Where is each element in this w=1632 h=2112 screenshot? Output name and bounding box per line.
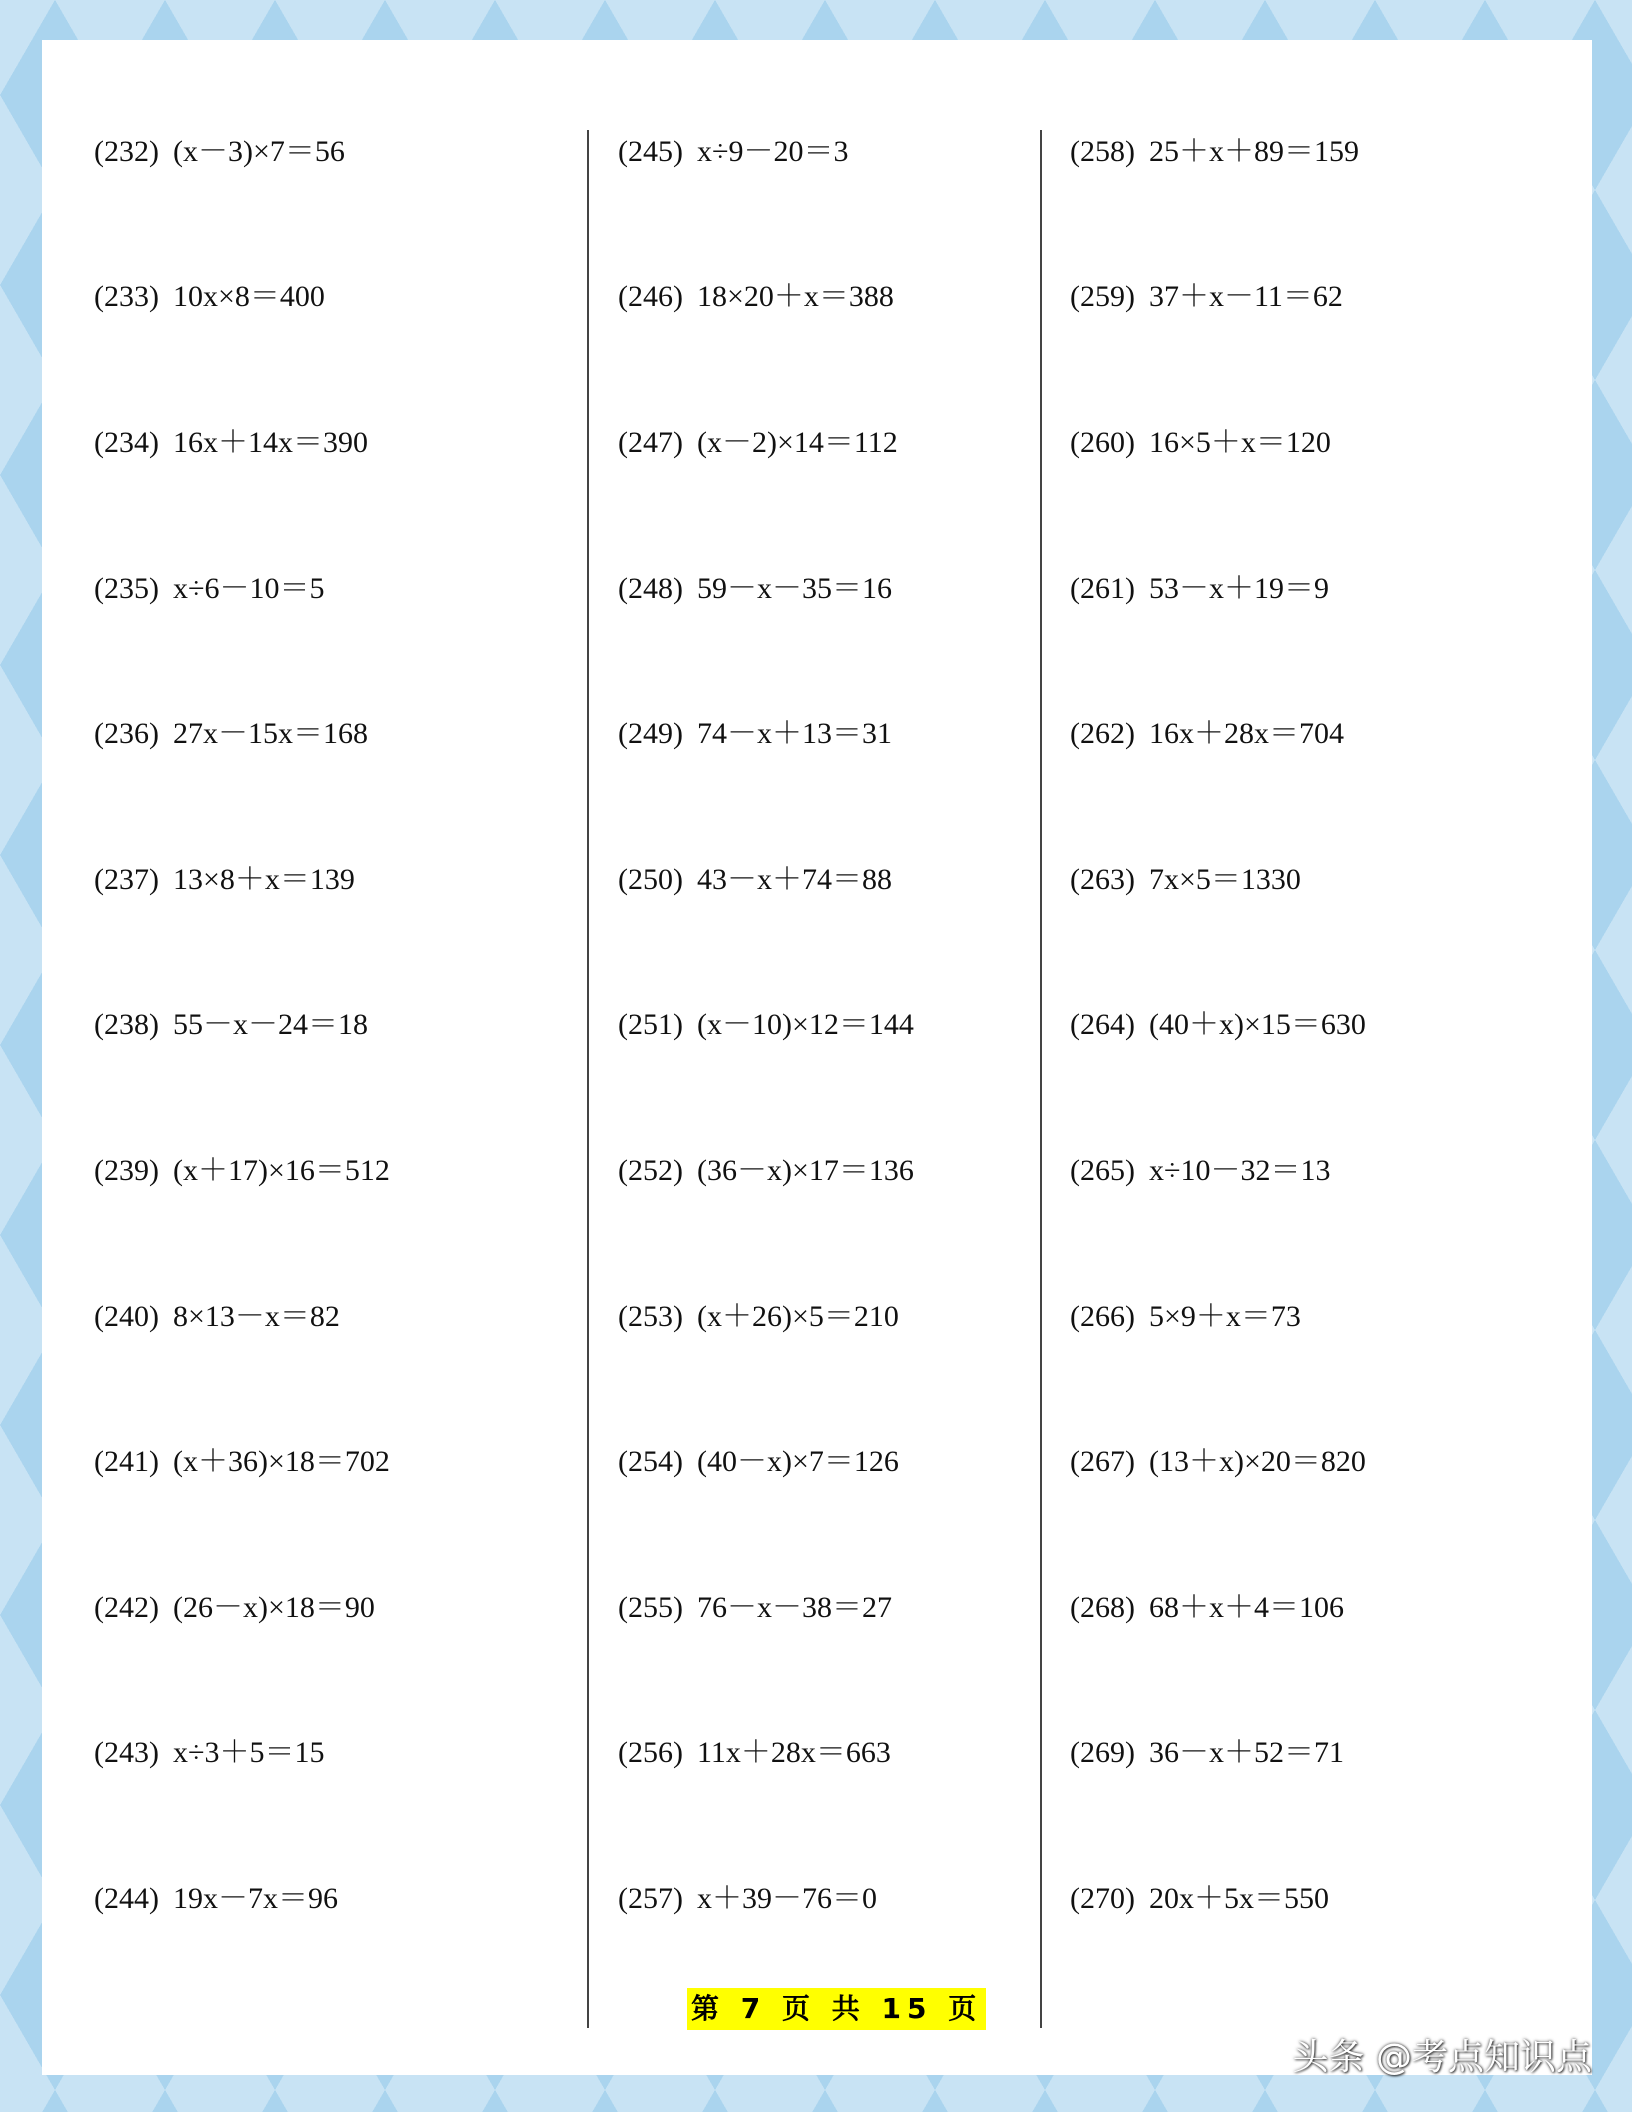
problem-item [94, 1005, 368, 1045]
problem-item [1070, 1733, 1344, 1773]
column-divider [1040, 130, 1042, 2028]
problem-number: (233) [94, 280, 159, 313]
problem-number: (269) [1070, 1736, 1135, 1769]
problem-number: (254) [618, 1445, 683, 1478]
column-divider [587, 130, 589, 2028]
problem-equation: 59－x－35＝16 [696, 572, 892, 605]
problem-equation: 7x×5＝1330 [1148, 863, 1301, 896]
problem-item [618, 423, 898, 463]
problem-number: (241) [94, 1445, 159, 1478]
problem-equation: (x＋17)×16＝512 [172, 1154, 390, 1187]
problem-equation: (x＋26)×5＝210 [696, 1300, 899, 1333]
problem-item [1070, 277, 1343, 317]
problem-number: (252) [618, 1154, 683, 1187]
problem-item [94, 714, 368, 754]
page-number-footer: 第 7 页 共 15 页 [687, 1988, 986, 2030]
problem-number: (245) [618, 135, 683, 168]
problem-number: (268) [1070, 1591, 1135, 1624]
problem-number: (246) [618, 280, 683, 313]
problem-equation: (40＋x)×15＝630 [1148, 1008, 1366, 1041]
problem-item [94, 1733, 324, 1773]
problem-number: (242) [94, 1591, 159, 1624]
problem-item [618, 1442, 899, 1482]
problem-item [618, 277, 894, 317]
problem-equation: 20x＋5x＝550 [1148, 1882, 1329, 1915]
problem-item [1070, 423, 1331, 463]
problem-equation: (x－2)×14＝112 [696, 426, 898, 459]
problem-equation: (x－10)×12＝144 [696, 1008, 914, 1041]
problem-item [94, 423, 368, 463]
problem-item [94, 1879, 338, 1919]
problem-item [618, 1588, 892, 1628]
problem-equation: (13＋x)×20＝820 [1148, 1445, 1366, 1478]
problem-number: (255) [618, 1591, 683, 1624]
problem-number: (253) [618, 1300, 683, 1333]
problem-number: (247) [618, 426, 683, 459]
problem-number: (251) [618, 1008, 683, 1041]
problem-equation: x÷10－32＝13 [1148, 1154, 1331, 1187]
problem-number: (266) [1070, 1300, 1135, 1333]
watermark-text: 头条 @考点知识点 [1292, 2037, 1592, 2078]
problem-equation: (x－3)×7＝56 [172, 135, 345, 168]
problem-number: (265) [1070, 1154, 1135, 1187]
problem-item [94, 1151, 390, 1191]
problem-number: (235) [94, 572, 159, 605]
problem-equation: 37＋x－11＝62 [1148, 280, 1343, 313]
problem-number: (256) [618, 1736, 683, 1769]
problem-equation: 27x－15x＝168 [172, 717, 368, 750]
problem-number: (239) [94, 1154, 159, 1187]
problem-item [1070, 132, 1359, 172]
problem-number: (240) [94, 1300, 159, 1333]
problem-item [1070, 1297, 1301, 1337]
problem-equation: 8×13－x＝82 [172, 1300, 340, 1333]
problem-equation: 53－x＋19＝9 [1148, 572, 1329, 605]
problem-number: (243) [94, 1736, 159, 1769]
problem-number: (250) [618, 863, 683, 896]
problem-item [94, 1442, 390, 1482]
problem-number: (263) [1070, 863, 1135, 896]
problem-item [1070, 569, 1329, 609]
problem-equation: 43－x＋74＝88 [696, 863, 892, 896]
problem-equation: 13×8＋x＝139 [172, 863, 355, 896]
problem-number: (248) [618, 572, 683, 605]
problem-equation: 19x－7x＝96 [172, 1882, 338, 1915]
problem-equation: 68＋x＋4＝106 [1148, 1591, 1344, 1624]
problem-equation: (x＋36)×18＝702 [172, 1445, 390, 1478]
problem-number: (259) [1070, 280, 1135, 313]
problem-equation: 10x×8＝400 [172, 280, 325, 313]
problem-item [94, 1588, 375, 1628]
problem-number: (264) [1070, 1008, 1135, 1041]
problem-number: (260) [1070, 426, 1135, 459]
problem-number: (234) [94, 426, 159, 459]
problem-equation: 74－x＋13＝31 [696, 717, 892, 750]
problem-equation: x÷9－20＝3 [696, 135, 849, 168]
problem-number: (237) [94, 863, 159, 896]
problem-equation: 18×20＋x＝388 [696, 280, 894, 313]
problem-number: (244) [94, 1882, 159, 1915]
problem-item [1070, 714, 1344, 754]
problem-item [618, 132, 848, 172]
problem-equation: 55－x－24＝18 [172, 1008, 368, 1041]
problem-equation: 36－x＋52＝71 [1148, 1736, 1344, 1769]
problem-item [618, 1879, 877, 1919]
problem-item [1070, 1151, 1330, 1191]
problem-equation: (40－x)×7＝126 [696, 1445, 899, 1478]
problem-equation: 5×9＋x＝73 [1148, 1300, 1301, 1333]
problem-equation: (26－x)×18＝90 [172, 1591, 375, 1624]
problem-item [94, 277, 325, 317]
worksheet-page [42, 40, 1592, 2075]
problem-item [94, 569, 324, 609]
problem-item [1070, 860, 1301, 900]
problem-number: (267) [1070, 1445, 1135, 1478]
problem-number: (262) [1070, 717, 1135, 750]
problem-item [618, 1733, 891, 1773]
problem-equation: x＋39－76＝0 [696, 1882, 877, 1915]
problem-item [1070, 1588, 1344, 1628]
problem-equation: x÷3＋5＝15 [172, 1736, 325, 1769]
problem-equation: 25＋x＋89＝159 [1148, 135, 1359, 168]
problem-equation: x÷6－10＝5 [172, 572, 325, 605]
problem-item [1070, 1442, 1366, 1482]
problem-number: (236) [94, 717, 159, 750]
problem-item [618, 714, 892, 754]
problem-item [94, 1297, 340, 1337]
problem-item [618, 1005, 914, 1045]
problem-equation: 16×5＋x＝120 [1148, 426, 1331, 459]
problem-item [94, 132, 345, 172]
problem-equation: 16x＋28x＝704 [1148, 717, 1344, 750]
problem-number: (249) [618, 717, 683, 750]
problem-item [94, 860, 355, 900]
problem-equation: 76－x－38＝27 [696, 1591, 892, 1624]
problem-equation: 11x＋28x＝663 [696, 1736, 891, 1769]
problem-item [1070, 1005, 1366, 1045]
problem-equation: 16x＋14x＝390 [172, 426, 368, 459]
problem-number: (270) [1070, 1882, 1135, 1915]
problem-item [618, 1297, 899, 1337]
problem-item [618, 1151, 914, 1191]
problem-number: (258) [1070, 135, 1135, 168]
problem-number: (238) [94, 1008, 159, 1041]
problem-equation: (36－x)×17＝136 [696, 1154, 914, 1187]
problem-number: (232) [94, 135, 159, 168]
problem-number: (257) [618, 1882, 683, 1915]
problem-item [618, 569, 892, 609]
problem-item [618, 860, 892, 900]
problem-number: (261) [1070, 572, 1135, 605]
problem-item [1070, 1879, 1329, 1919]
